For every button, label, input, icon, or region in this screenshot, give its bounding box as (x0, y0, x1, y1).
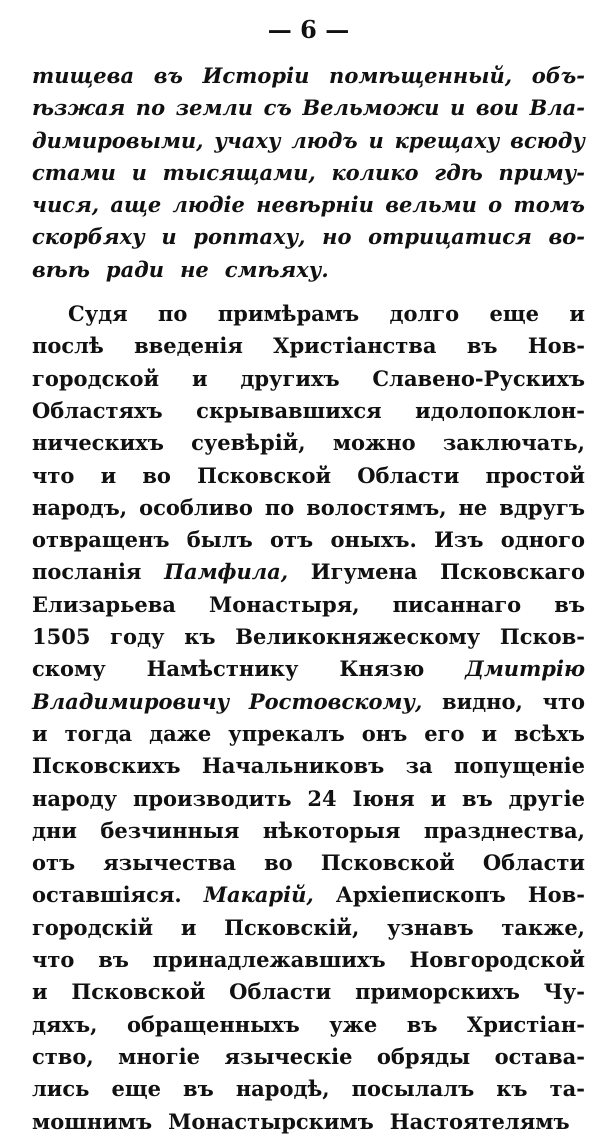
word: Ростовскому, (248, 688, 423, 714)
word: въ (98, 947, 129, 973)
word: объ- (531, 63, 585, 88)
word: ѣзжая (32, 95, 126, 121)
word: принадлежавшихъ (152, 947, 386, 973)
word: въ (466, 333, 498, 359)
word: и (449, 95, 466, 121)
word: и (100, 462, 117, 488)
word: аще (110, 192, 162, 218)
text-line (32, 912, 585, 944)
word: Великокняжескому (235, 624, 481, 650)
word: узнавъ (387, 914, 474, 940)
word: приму- (498, 159, 585, 185)
word: обряды (376, 1043, 471, 1069)
word: и (131, 159, 147, 185)
text-line (32, 847, 585, 879)
word: гдѣ (434, 159, 483, 185)
word: Владимировичу (32, 688, 230, 714)
text-line (32, 653, 585, 685)
word: упрекалъ (228, 720, 345, 746)
word: Начальниковъ (201, 753, 385, 779)
word: по (158, 301, 188, 327)
word: дни (32, 817, 77, 843)
word: Игумена (310, 559, 418, 585)
word: стами (32, 159, 116, 185)
word: Судя (68, 301, 128, 327)
word: Князю (339, 656, 425, 682)
text-line (32, 556, 585, 588)
word: Макарій, (203, 882, 314, 908)
word: нѣкоторыя (262, 817, 401, 843)
word: въ (554, 591, 585, 617)
word: вдругъ (499, 494, 585, 520)
word: Псковской (197, 462, 332, 488)
word: чися, (32, 192, 100, 218)
text-line (32, 427, 585, 459)
text-line (32, 976, 585, 1008)
word: онъ (361, 720, 408, 746)
word: Новгородской (409, 947, 585, 973)
word: Областяхъ (32, 397, 163, 423)
word: о (488, 192, 503, 218)
word: вельми (385, 192, 477, 218)
word: остава- (494, 1043, 585, 1069)
word: оныхъ. (330, 527, 417, 553)
word: народѣ, (235, 1076, 330, 1102)
word: во- (548, 224, 585, 250)
word: отрицатися (368, 224, 532, 250)
word: по (264, 494, 295, 520)
word: въ (183, 1076, 214, 1102)
word: производить (132, 785, 292, 811)
word: съ (263, 95, 292, 121)
word: смѣяху. (224, 256, 329, 282)
text-line (32, 1073, 585, 1105)
word: Псковскихъ (32, 753, 181, 779)
text-line (32, 1041, 585, 1073)
word: Христіан- (466, 1011, 585, 1037)
text-line (32, 60, 585, 92)
word: въ (406, 1011, 438, 1037)
word: введенія (134, 333, 243, 359)
word: тысящами, (162, 159, 316, 185)
word: Намѣстнику (146, 656, 299, 682)
word: роптаху, (193, 224, 306, 250)
word: 24 (307, 785, 337, 811)
word: учаху (214, 127, 281, 153)
text-line (32, 621, 585, 653)
word: городской (32, 365, 160, 391)
word: къ (184, 624, 216, 650)
word: Дмитрію (465, 656, 585, 682)
word: примѣрамъ (217, 301, 360, 327)
chronicle-quote (32, 60, 585, 286)
text-line (32, 492, 585, 524)
word: идолопоклон- (415, 397, 585, 423)
word: что (542, 688, 585, 714)
text-line (32, 125, 585, 157)
word: особливо (139, 494, 253, 520)
word: Архіепископъ (335, 882, 506, 908)
word: Нов- (527, 882, 585, 908)
word: въ (153, 63, 183, 88)
text-line (32, 460, 585, 492)
word: Памфила, (164, 559, 289, 585)
word: отъ (32, 850, 76, 876)
text-line (32, 254, 585, 286)
word: писаннаго (392, 591, 522, 617)
word: еще (111, 1076, 161, 1102)
word: безчинныя (100, 817, 240, 843)
word: и (161, 224, 177, 250)
word: Настоятелямъ (389, 1108, 570, 1134)
text-line (32, 92, 585, 124)
word: всѣхъ (514, 720, 585, 746)
word: можно (332, 430, 416, 456)
word: мошнимъ (32, 1108, 153, 1134)
word: году (110, 624, 165, 650)
word: ради (105, 256, 165, 282)
word: посланія (32, 559, 142, 585)
text-line (32, 718, 585, 750)
word: и (191, 365, 208, 391)
word: и (481, 720, 498, 746)
word: одного (500, 527, 585, 553)
word: даже (149, 720, 212, 746)
word: празднества, (423, 817, 585, 843)
text-line (32, 1106, 585, 1138)
word: отвращенъ (32, 527, 170, 553)
text-line (32, 189, 585, 221)
word: всюду (510, 127, 585, 153)
word: послѣ (32, 333, 104, 359)
text-line (32, 330, 585, 362)
word: народъ, (32, 494, 128, 520)
word: 1505 (32, 624, 91, 650)
text-line (32, 944, 585, 976)
text-line (32, 783, 585, 815)
word: и (569, 301, 585, 327)
word: городскій (32, 914, 154, 940)
word: Псковскій, (224, 914, 360, 940)
word: по (135, 95, 166, 121)
word: Области (229, 979, 332, 1005)
word: въ (462, 785, 493, 811)
text-line (32, 686, 585, 718)
word: Христіанства (273, 333, 437, 359)
word: та- (549, 1076, 585, 1102)
word: былъ (186, 527, 253, 553)
word: тогда (64, 720, 133, 746)
text-line (32, 395, 585, 427)
word: лись (32, 1076, 90, 1102)
word: Области (357, 462, 460, 488)
word: тищева (32, 63, 135, 88)
word: простой (485, 462, 585, 488)
word: его (424, 720, 465, 746)
word: и (180, 914, 197, 940)
word: Псков- (499, 624, 585, 650)
word: ство, (32, 1043, 94, 1069)
text-line (32, 524, 585, 556)
word: Вельможи (302, 95, 440, 121)
word: Монастыря, (208, 591, 360, 617)
word: людъ (291, 127, 358, 153)
word: невѣрніи (256, 192, 374, 218)
word: помѣщенный, (329, 63, 513, 88)
word: скому (32, 656, 106, 682)
word: крещаху (394, 127, 500, 153)
word: заключать, (442, 430, 585, 456)
word: что (32, 947, 75, 973)
word: обращенныхъ (126, 1011, 300, 1037)
word: народу (32, 785, 118, 811)
page-number: — 6 — (267, 15, 350, 44)
word: не (458, 494, 488, 520)
word: Псковской (71, 979, 206, 1005)
word: и (368, 127, 384, 153)
text-line (32, 1009, 585, 1041)
word: язычества (103, 850, 236, 876)
text-line (32, 815, 585, 847)
word: дяхъ, (32, 1011, 98, 1037)
word: ническихъ (32, 430, 164, 456)
text-line (32, 879, 585, 911)
word: уже (329, 1011, 378, 1037)
word: отъ (270, 527, 314, 553)
word: приморскихъ (355, 979, 520, 1005)
word: томъ (513, 192, 585, 218)
word: колико (331, 159, 419, 185)
word: Іюня (352, 785, 415, 811)
word: скорбяху (32, 224, 145, 250)
word: вои (475, 95, 519, 121)
word: многіе (118, 1043, 200, 1069)
text-line (32, 363, 585, 395)
word: что (32, 462, 75, 488)
word: другіе (508, 785, 585, 811)
word: Чу- (543, 979, 585, 1005)
word: скрывавшихся (196, 397, 382, 423)
word: вѣѣ (32, 256, 90, 282)
word: также, (501, 914, 585, 940)
word: не (180, 256, 209, 282)
word: долго (389, 301, 460, 327)
word: къ (496, 1076, 528, 1102)
word: Славено-Рускихъ (372, 365, 585, 391)
word: другихъ (240, 365, 340, 391)
text-line (32, 298, 585, 330)
word: Исторіи (202, 63, 310, 88)
word: Нов- (527, 333, 585, 359)
word: попущеніе (454, 753, 585, 779)
word: людіе (172, 192, 245, 218)
word: еще (489, 301, 539, 327)
body-paragraph (32, 298, 585, 1138)
word: но (322, 224, 352, 250)
text-line (32, 589, 585, 621)
word: Псковскаго (440, 559, 585, 585)
word: Елизарьева (32, 591, 176, 617)
word: во (142, 462, 171, 488)
word: димировыми, (32, 127, 204, 153)
word: Псковской (320, 850, 455, 876)
word: Области (482, 850, 585, 876)
text-line (32, 157, 585, 189)
word: Вла- (529, 95, 585, 121)
word: и (32, 979, 48, 1005)
word: земли (175, 95, 254, 121)
word: волостямъ, (306, 494, 447, 520)
word: Монастырскимъ (168, 1108, 374, 1134)
text-line (32, 750, 585, 782)
word: и (32, 720, 48, 746)
word: за (405, 753, 433, 779)
word: и (430, 785, 447, 811)
word: видно, (442, 688, 523, 714)
word: Изъ (434, 527, 484, 553)
word: суевѣрій, (191, 430, 306, 456)
text-line (32, 221, 585, 253)
word: во (264, 850, 293, 876)
word: посылалъ (351, 1076, 475, 1102)
word: оставшіяся. (32, 882, 182, 908)
word: языческіе (224, 1043, 353, 1069)
